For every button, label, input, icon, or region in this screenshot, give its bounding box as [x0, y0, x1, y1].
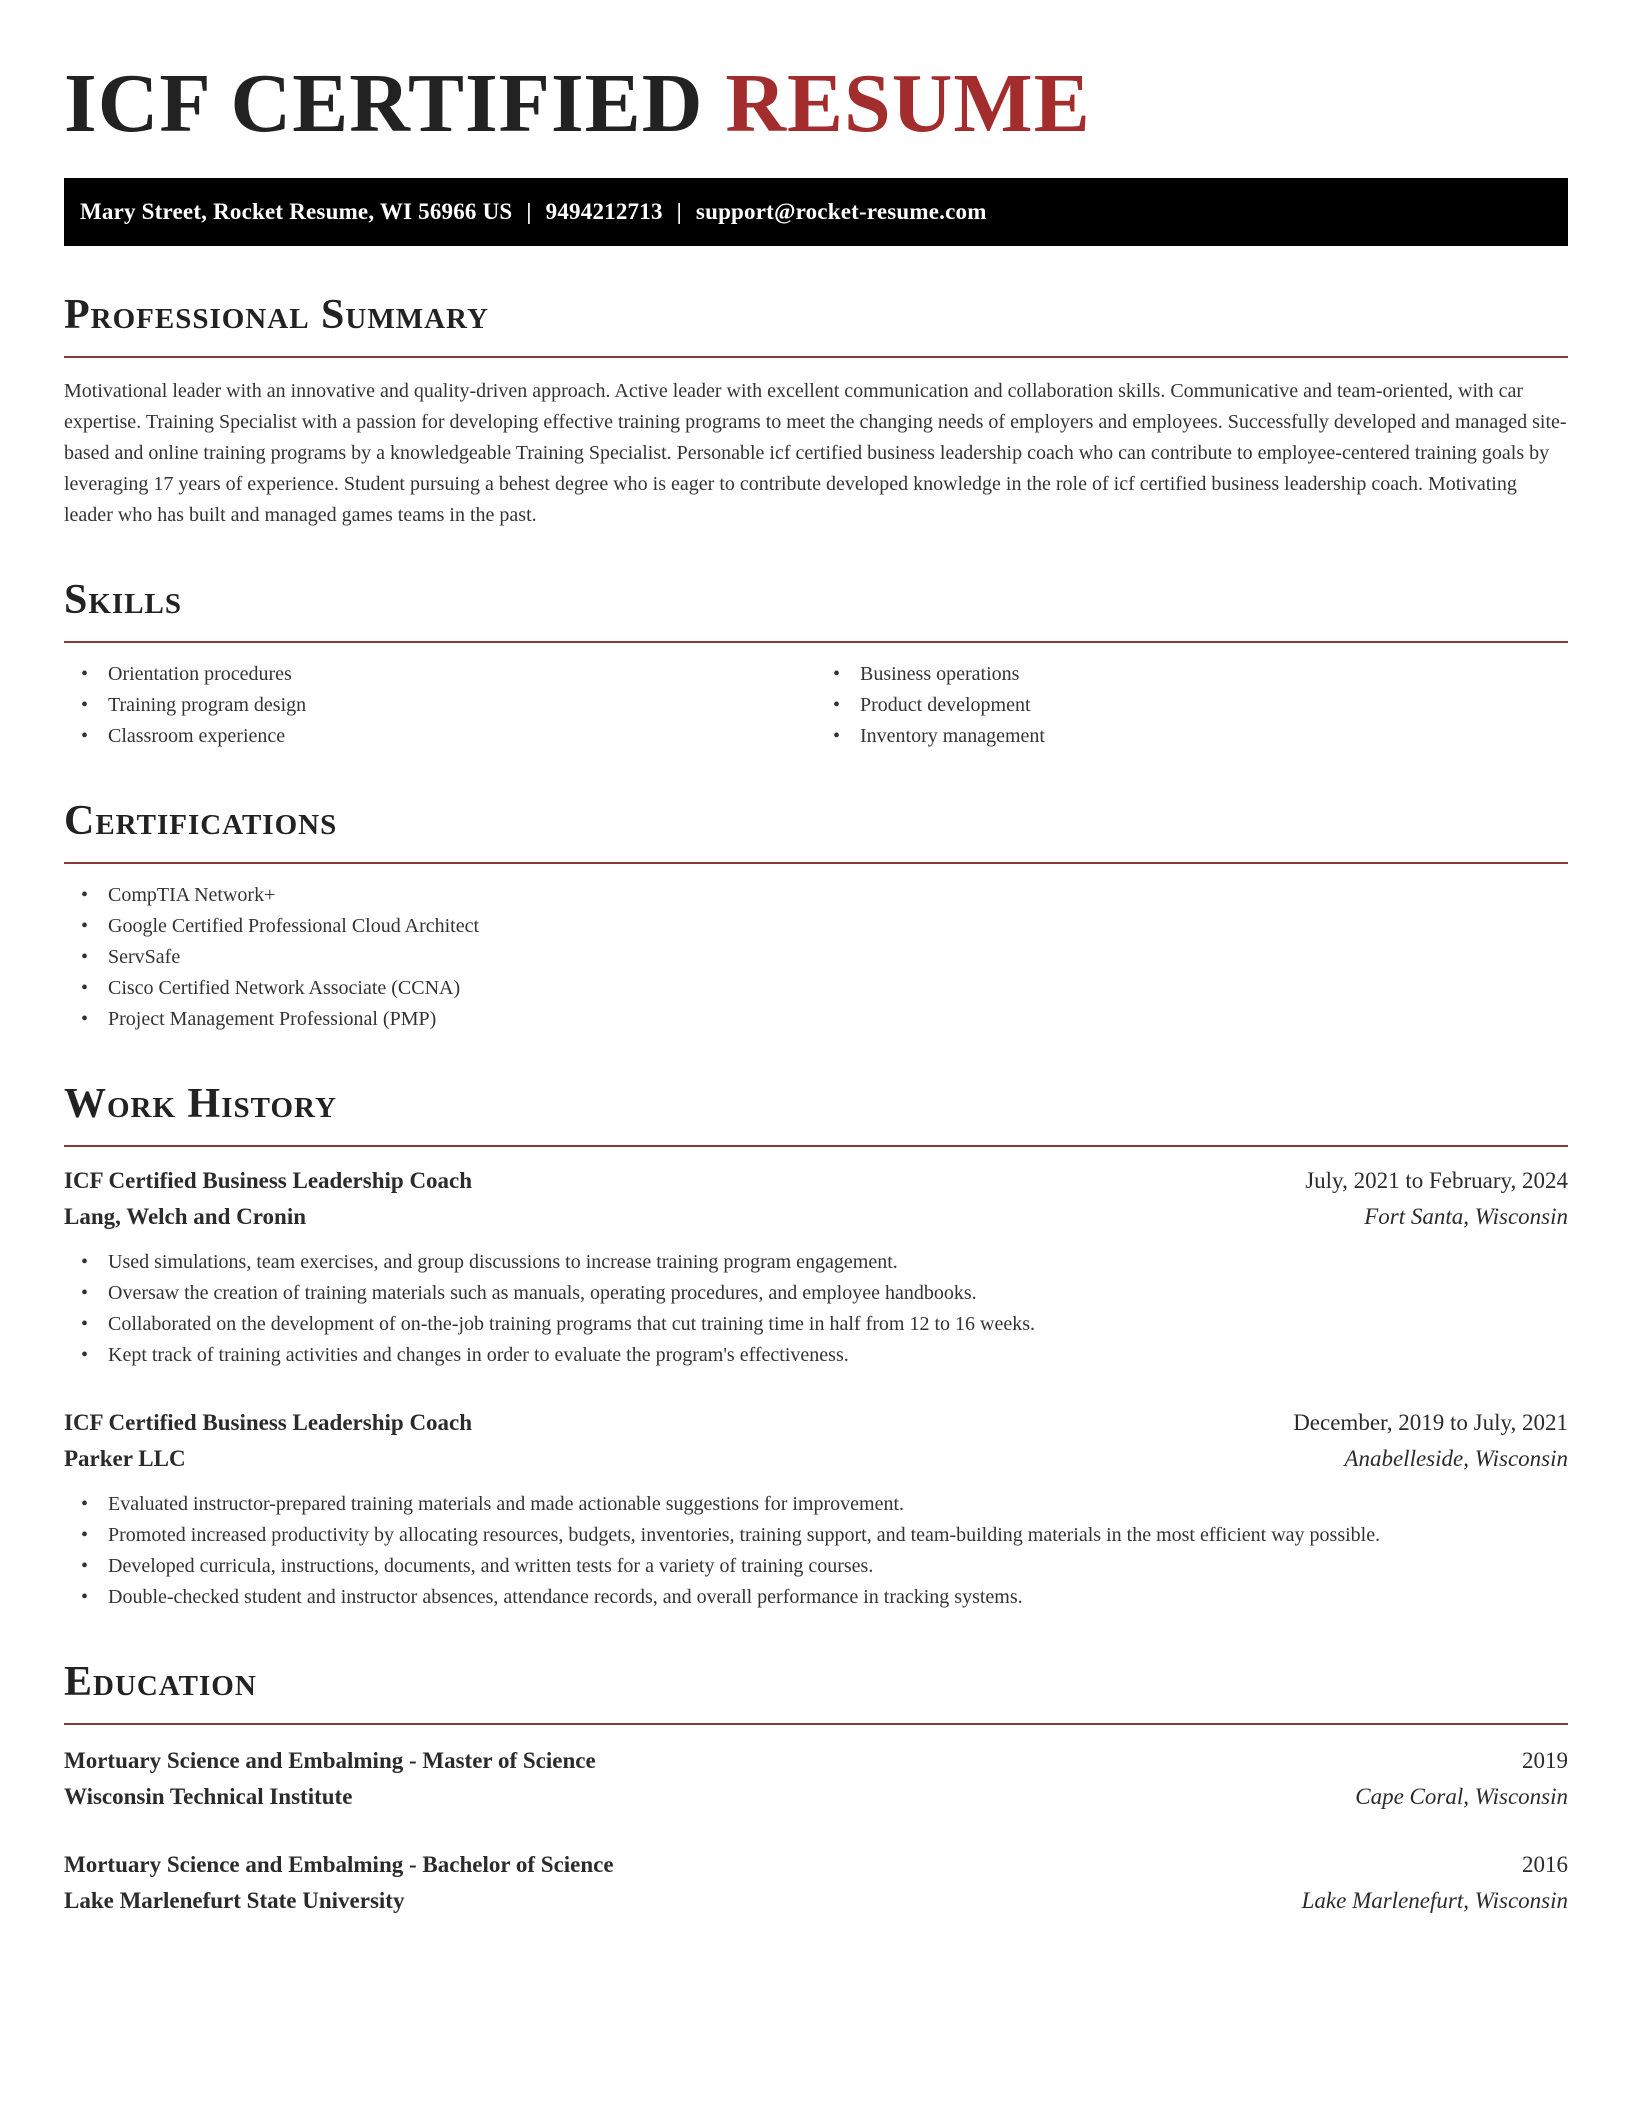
bullet-icon: •	[81, 1493, 89, 1515]
certification-item	[64, 911, 1568, 942]
job-bullet-text: Double-checked student and instructor absences, attendance records, and overall performance in tracking systems.	[108, 1586, 1023, 1608]
certifications-section	[64, 796, 1568, 1035]
contact-address: Mary Street, Rocket Resume, WI 56966 US	[80, 199, 513, 224]
certification-label: ServSafe	[108, 946, 181, 968]
certification-label: Google Certified Professional Cloud Architect	[108, 915, 480, 937]
job-bullet	[64, 1489, 1568, 1520]
job-header-row	[64, 1405, 1568, 1441]
bullet-icon: •	[833, 663, 841, 685]
resume-title	[64, 56, 1568, 152]
bullet-icon: •	[81, 946, 89, 968]
job-bullet-text: Used simulations, team exercises, and group discussions to increase training program engagement.	[108, 1251, 898, 1273]
job-header-row	[64, 1163, 1568, 1199]
bullet-icon: •	[81, 694, 89, 716]
job-location: Fort Santa, Wisconsin	[1364, 1204, 1568, 1229]
job-bullet	[64, 1309, 1568, 1340]
work-history-section	[64, 1079, 1568, 1613]
section-divider	[64, 1145, 1568, 1147]
education-entry	[64, 1847, 1568, 1919]
job-dates: July, 2021 to February, 2024	[1305, 1168, 1568, 1193]
certification-label: Project Management Professional (PMP)	[108, 1008, 437, 1030]
skill-label: Product development	[860, 694, 1031, 716]
certifications-list	[64, 880, 1568, 1035]
education-entry	[64, 1743, 1568, 1815]
skills-list-right	[816, 659, 1568, 752]
job-bullets	[64, 1489, 1568, 1613]
title-accent: RESUME	[725, 57, 1091, 150]
section-heading-education: Education	[64, 1659, 257, 1705]
contact-bar	[64, 178, 1568, 246]
title-main: ICF CERTIFIED	[64, 57, 704, 150]
job-bullets	[64, 1247, 1568, 1371]
job-entry	[64, 1163, 1568, 1371]
job-bullet-text: Developed curricula, instructions, documents, and written tests for a variety of training courses.	[108, 1555, 874, 1577]
certification-item	[64, 942, 1568, 973]
bullet-icon: •	[81, 1008, 89, 1030]
bullet-icon: •	[81, 1313, 89, 1335]
job-bullet	[64, 1340, 1568, 1371]
certification-label: CompTIA Network+	[108, 884, 276, 906]
education-year: 2016	[1522, 1852, 1568, 1877]
education-school: Wisconsin Technical Institute	[64, 1784, 353, 1809]
bullet-icon: •	[81, 1251, 89, 1273]
education-degree-row	[64, 1743, 1568, 1779]
skill-item	[816, 690, 1568, 721]
certification-item	[64, 1004, 1568, 1035]
skill-label: Classroom experience	[108, 725, 286, 747]
education-degree: Mortuary Science and Embalming - Master of Science	[64, 1748, 596, 1773]
bullet-icon: •	[833, 725, 841, 747]
contact-phone: 9494212713	[545, 199, 663, 224]
bullet-icon: •	[81, 725, 89, 747]
bullet-icon: •	[81, 1524, 89, 1546]
certification-item	[64, 973, 1568, 1004]
job-bullet	[64, 1520, 1568, 1551]
job-bullet	[64, 1278, 1568, 1309]
skills-section	[64, 575, 1568, 752]
bullet-icon: •	[81, 977, 89, 999]
skill-item	[816, 659, 1568, 690]
certification-item	[64, 880, 1568, 911]
bullet-icon: •	[833, 694, 841, 716]
bullet-icon: •	[81, 1555, 89, 1577]
skill-label: Orientation procedures	[108, 663, 292, 685]
summary-section	[64, 290, 1568, 531]
summary-text: Motivational leader with an innovative and quality-driven approach. Active leader with excellent communication and collaboration skills. Communicative and team-oriented, with car expertise. Training Specialist with a passion for developing effective training programs to meet the changing needs of employers and employees. Successfully developed and managed site-based and online training programs by a knowledgeable Training Specialist. Personable icf certified business leadership coach who can contribute to employee-centered training goals by leveraging 17 years of experience. Student pursuing a behest degree who is eager to contribute developed knowledge in the role of icf certified business leadership coach. Motivating leader who has built and managed games teams in the past.	[64, 380, 1567, 526]
skills-list-left	[64, 659, 816, 752]
bullet-icon: •	[81, 915, 89, 937]
education-location: Lake Marlenefurt, Wisconsin	[1301, 1888, 1568, 1913]
job-company-row	[64, 1199, 1568, 1235]
job-bullet	[64, 1551, 1568, 1582]
section-heading-skills: Skills	[64, 577, 183, 623]
job-bullet	[64, 1247, 1568, 1278]
education-school: Lake Marlenefurt State University	[64, 1888, 405, 1913]
education-degree: Mortuary Science and Embalming - Bachelor of Science	[64, 1852, 614, 1877]
skill-label: Business operations	[860, 663, 1020, 685]
skills-columns	[64, 643, 1568, 752]
skill-item	[64, 690, 816, 721]
job-bullet-text: Evaluated instructor-prepared training materials and made actionable suggestions for improvement.	[108, 1493, 904, 1515]
contact-separator: |	[676, 199, 682, 224]
education-location: Cape Coral, Wisconsin	[1355, 1784, 1568, 1809]
section-heading-work-history: Work History	[64, 1081, 337, 1127]
job-company: Lang, Welch and Cronin	[64, 1204, 307, 1229]
education-section	[64, 1657, 1568, 1919]
education-degree-row	[64, 1847, 1568, 1883]
bullet-icon: •	[81, 663, 89, 685]
certification-label: Cisco Certified Network Associate (CCNA)	[108, 977, 461, 999]
job-bullet-text: Promoted increased productivity by allocating resources, budgets, inventories, training support, and team-building materials in the most efficient way possible.	[108, 1524, 1381, 1546]
contact-separator: |	[526, 199, 532, 224]
job-bullet-text: Oversaw the creation of training materials such as manuals, operating procedures, and employee handbooks.	[108, 1282, 977, 1304]
job-title: ICF Certified Business Leadership Coach	[64, 1168, 473, 1193]
skill-item	[64, 659, 816, 690]
job-dates: December, 2019 to July, 2021	[1293, 1410, 1568, 1435]
bullet-icon: •	[81, 1586, 89, 1608]
skill-label: Training program design	[108, 694, 307, 716]
bullet-icon: •	[81, 1344, 89, 1366]
bullet-icon: •	[81, 1282, 89, 1304]
job-company: Parker LLC	[64, 1446, 186, 1471]
section-divider	[64, 356, 1568, 358]
education-school-row	[64, 1779, 1568, 1815]
skill-item	[64, 721, 816, 752]
education-school-row	[64, 1883, 1568, 1919]
job-location: Anabelleside, Wisconsin	[1344, 1446, 1568, 1471]
section-heading-summary: Professional Summary	[64, 292, 489, 338]
section-divider	[64, 862, 1568, 864]
skill-label: Inventory management	[860, 725, 1045, 747]
skill-item	[816, 721, 1568, 752]
section-heading-certifications: Certifications	[64, 798, 338, 844]
section-divider	[64, 1723, 1568, 1725]
job-entry	[64, 1405, 1568, 1613]
job-bullet-text: Collaborated on the development of on-the-job training programs that cut training time in half from 12 to 16 weeks.	[108, 1313, 1035, 1335]
job-bullet	[64, 1582, 1568, 1613]
job-company-row	[64, 1441, 1568, 1477]
job-title: ICF Certified Business Leadership Coach	[64, 1410, 473, 1435]
bullet-icon: •	[81, 884, 89, 906]
contact-email: support@rocket-resume.com	[695, 199, 987, 224]
education-year: 2019	[1522, 1748, 1568, 1773]
job-bullet-text: Kept track of training activities and changes in order to evaluate the program's effectiveness.	[108, 1344, 849, 1366]
